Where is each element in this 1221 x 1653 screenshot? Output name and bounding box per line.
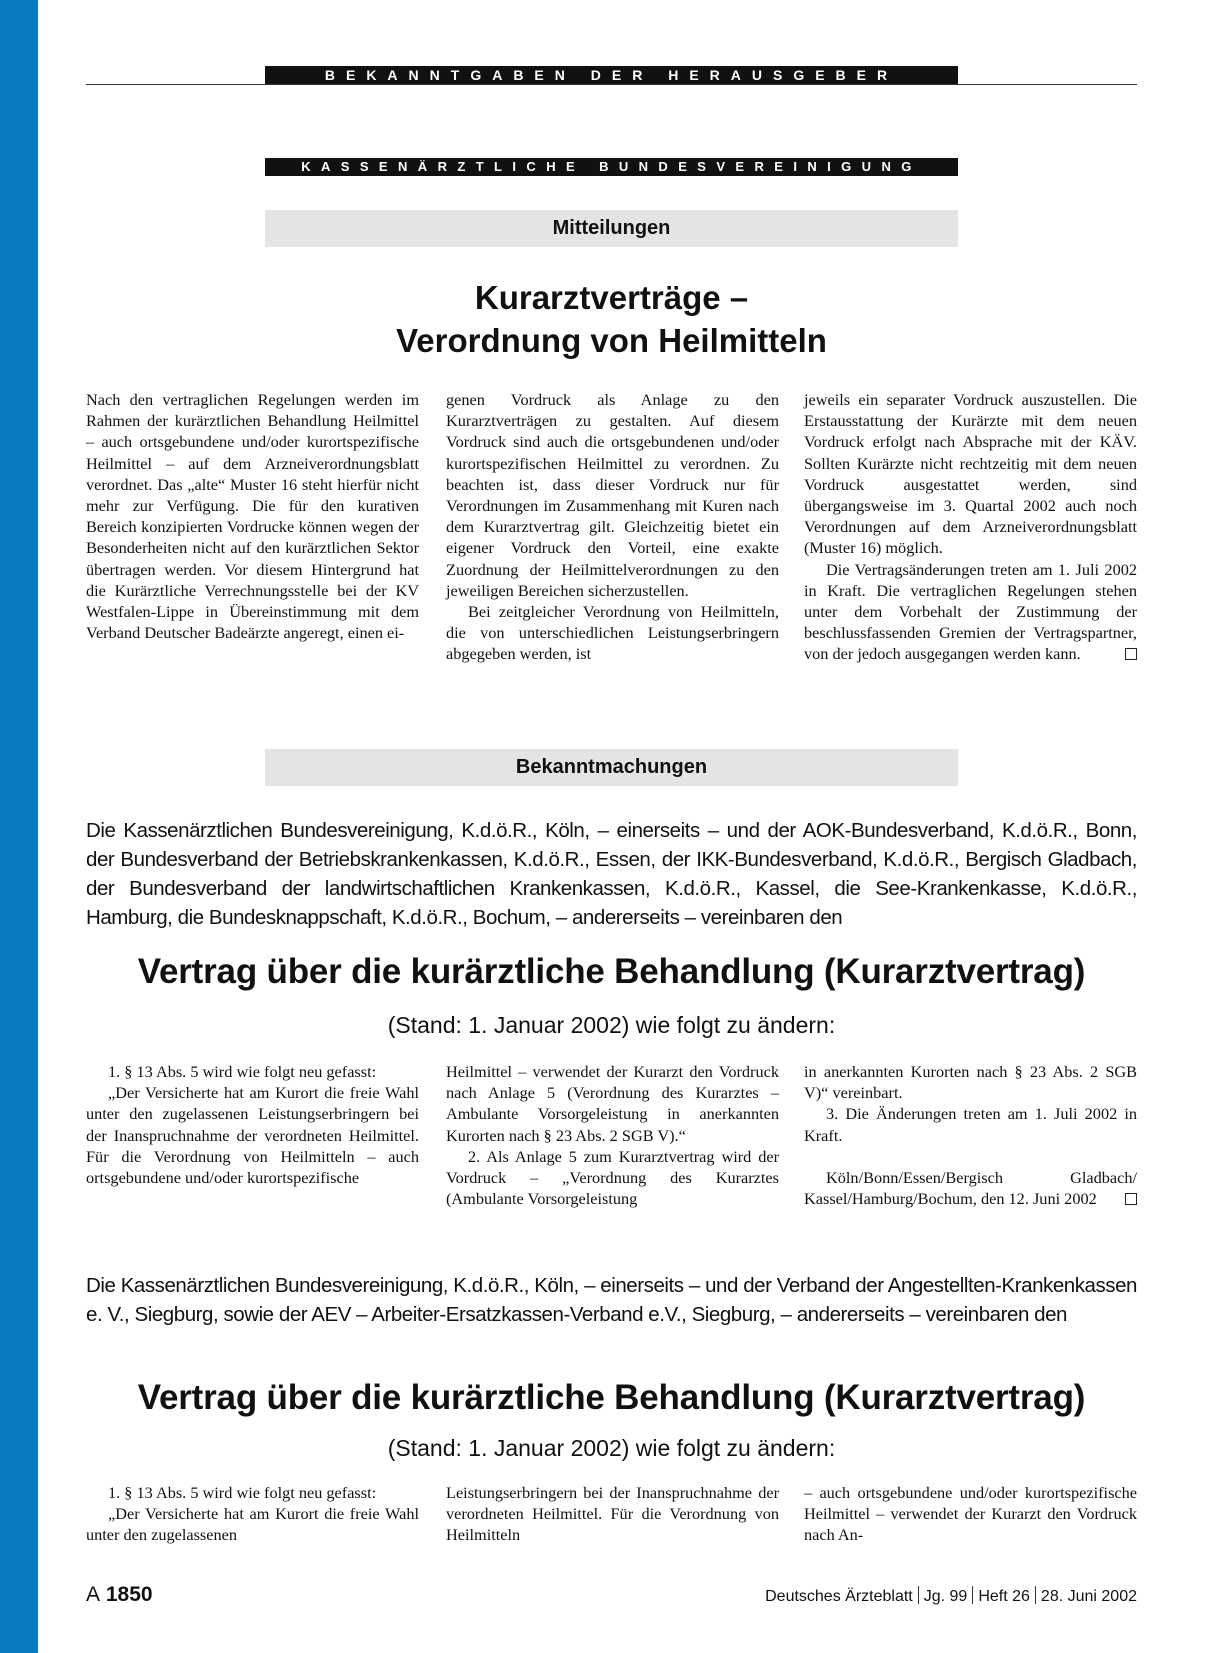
contract2-column-1 [86,1482,419,1546]
article-paragraph: Nach den vertraglichen Regelungen werden im Rahmen der kurärztlichen Behandlung Heilmittel – auch ortsgebundene und/oder kurortspezifische Heilmittel – auf dem Arzneiverordnungsblatt verordnet. Das „alte“ Muster 16 steht hierfür nicht mehr zur Verfügung. Die für den kurativen Bereich konzipierten Vordrucke können wegen der Besonderheiten nicht auf den kurärztlichen Sektor übertragen werden. Vor diesem Hintergrund hat die Kurärztliche Verrechnungsstelle bei der KV Westfalen-Lippe in Übereinstimmung mit dem Verband Deutscher Badeärzte angeregt, einen ei- [86,390,419,643]
article-column-3 [804,389,1137,665]
footer-divider [918,1586,919,1604]
article-paragraph: Die Vertragsänderungen treten am 1. Juli 2002 in Kraft. Die vertraglichen Regelungen stehen unter dem Vorbehalt der Zustimmung der beschlussfassenden Gremien der Vertragspartner, von der jedoch ausgegangen werden kann. [804,559,1137,664]
article-column-1 [86,389,419,643]
footer-journal: Deutsches Ärzteblatt [765,1588,913,1605]
contract2-column-2 [446,1482,779,1546]
contract-paragraph: 1. § 13 Abs. 5 wird wie folgt neu gefasst: [108,1062,377,1081]
contract1-column-1 [86,1061,419,1188]
contract2-column-3 [804,1482,1137,1546]
footer-divider [1035,1586,1036,1604]
contract-paragraph: Leistungserbringern bei der Inanspruchnahme der verordneten Heilmittel. Für die Verordnung von Heilmitteln [446,1483,779,1545]
side-color-bar [0,0,38,1653]
end-of-article-square-icon [1125,648,1137,660]
contract-title-2: Vertrag über die kurärztliche Behandlung (Kurarztvertrag) [137,1378,1086,1417]
contract-preamble-1: Die Kassenärztlichen Bundesvereinigung, K.d.ö.R., Köln, – einerseits – und der AOK-Bundesverband, K.d.ö.R., Bonn, der Bundesverband der Betriebskrankenkassen, K.d.ö.R., Essen, der IKK-Bundesverband, K.d.ö.R., Bergisch Gladbach, der Bundesverband der landwirtschaftlichen Krankenkassen, K.d.ö.R., Kassel, die See-Krankenkasse, K.d.ö.R., Hamburg, die Bundesknappschaft, K.d.ö.R., Bochum, – andererseits – vereinbaren den [86,819,1137,929]
footer-divider [972,1586,973,1604]
contract1-column-3 [804,1061,1137,1209]
contract-paragraph: 3. Die Änderungen treten am 1. Juli 2002 in Kraft. [804,1104,1137,1145]
header-rule [86,84,1137,85]
contract-paragraph: Heilmittel – verwendet der Kurarzt den Vordruck nach Anlage 5 (Verordnung des Kurarztes – Ambulante Vorsorgeleistung in anerkannten Kurorten nach § 23 Abs. 2 SGB V).“ [446,1062,779,1145]
article-column-2 [446,389,779,665]
section-heading-mitteilungen: Mitteilungen [265,210,958,247]
article-paragraph: jeweils ein separater Vordruck auszustellen. Die Erstausstattung der Kurärzte mit dem neuen Vordruck erfolgt nach Absprache mit der KÄV. Sollten Kurärzte nicht rechtzeitig mit dem neuen Vordruck ausgestattet werden, sind übergangsweise im 3. Quartal 2002 auch noch Verordnungen auf dem Arzneiverordnungsblatt (Muster 16) möglich. [804,390,1137,558]
section-heading-bekanntmachungen: Bekanntmachungen [265,749,958,786]
contract-stand-2: (Stand: 1. Januar 2002) wie folgt zu ändern: [387,1435,836,1461]
page-number-prefix: A [86,1583,101,1606]
footer-date: 28. Juni 2002 [1040,1588,1137,1605]
contract-paragraph: „Der Versicherte hat am Kurort die freie Wahl unter den zugelassenen [86,1504,419,1545]
section-banner-herausgeber: BEKANNTGABEN DER HERAUSGEBER [265,66,958,84]
article-title-line2: Verordnung von Heilmitteln [396,322,827,359]
contract-paragraph: – auch ortsgebundene und/oder kurortspezifische Heilmittel – verwendet der Kurarzt den Vordruck nach An- [804,1483,1137,1545]
article-title-line1: Kurarztverträge – [474,279,749,316]
end-of-contract-square-icon [1125,1193,1137,1205]
contract-paragraph: in anerkannten Kurorten nach § 23 Abs. 2 SGB V)“ vereinbart. [804,1062,1137,1103]
section-banner-kbv: KASSENÄRZTLICHE BUNDESVEREINIGUNG [265,158,958,176]
article-paragraph: genen Vordruck als Anlage zu den Kurarztverträgen zu gestalten. Auf diesem Vordruck sind auch die ortsgebundenen und/oder kurortspezifischen Heilmittel zu verordnen. Zu beachten ist, dass dieser Vordruck nur für Verordnungen im Zusammenhang mit Kuren nach dem Kurarztvertrag gilt. Gleichzeitig bietet ein eigener Vordruck den Vorteil, eine exakte Zuordnung der Heilmittelverordnungen zu den jeweiligen Bereichen sicherzustellen. [446,390,779,600]
contract-paragraph: 1. § 13 Abs. 5 wird wie folgt neu gefasst: [108,1483,377,1502]
contract-paragraph: 2. Als Anlage 5 zum Kurarztvertrag wird der Vordruck – „Verordnung des Kurarztes (Ambulante Vorsorgeleistung [446,1146,779,1209]
article-paragraph: Bei zeitgleicher Verordnung von Heilmitteln, die von unterschiedlichen Leistungserbringern abgegeben werden, ist [446,602,779,664]
page-number [86,1583,153,1607]
contract-preamble-2: Die Kassenärztlichen Bundesvereinigung, K.d.ö.R., Köln, – einerseits – und der Verband der Angestellten-Krankenkassen e. V., Siegburg, sowie der AEV – Arbeiter-Ersatzkassen-Verband e.V., Siegburg, – andererseits – vereinbaren den [86,1274,1137,1326]
page-number-value: 1850 [105,1583,153,1606]
footer-issue: Heft 26 [978,1588,1030,1605]
footer-volume: Jg. 99 [923,1588,968,1605]
contract-stand-1: (Stand: 1. Januar 2002) wie folgt zu ändern: [387,1012,836,1038]
footer-citation [765,1586,1137,1606]
contract-paragraph: „Der Versicherte hat am Kurort die freie Wahl unter den zugelassenen Leistungserbringern bei der Inanspruchnahme der verordneten Heilmittel. Für die Verordnung von Heilmitteln – auch ortsgebundene und/oder kurortspezifische [86,1083,419,1188]
article-title [265,276,958,362]
contract-signature-line: Köln/Bonn/Essen/Bergisch Gladbach/ Kassel/Hamburg/Bochum, den 12. Juni 2002 [804,1167,1137,1209]
contract1-column-2 [446,1061,779,1209]
contract-title-1: Vertrag über die kurärztliche Behandlung (Kurarztvertrag) [137,952,1086,991]
